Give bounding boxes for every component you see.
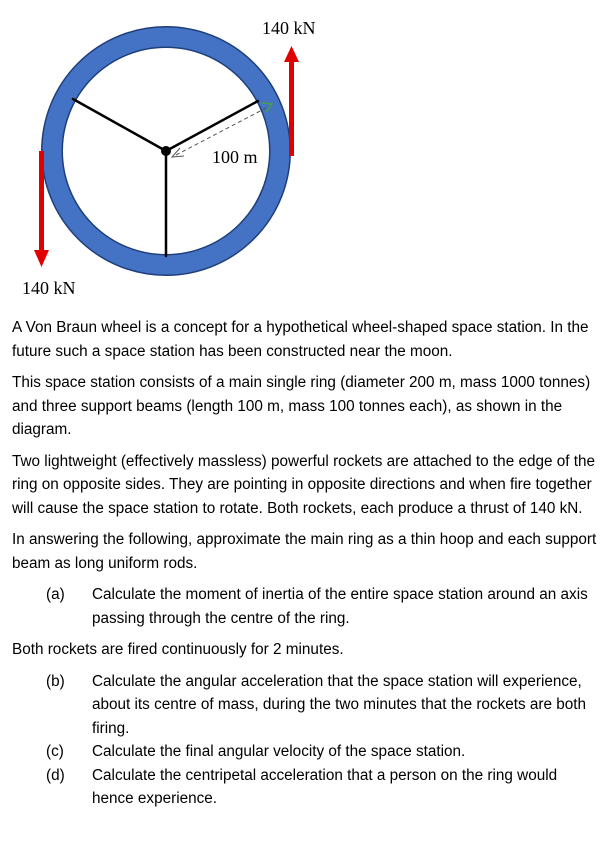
force-top-label: 140 kN [262, 18, 316, 38]
question-c-text: Calculate the final angular velocity of the space station. [92, 743, 466, 760]
beam-left [73, 99, 166, 151]
question-text [12, 316, 602, 819]
rockets-paragraph: Two lightweight (effectively massless) powerful rockets are attached to the edge of the ring on opposite sides. They are pointing in opposite directions and when fire together will cause the space station to rotate. Both rockets, each produce a thrust of 140 kN. [12, 452, 595, 517]
centre-hub [161, 146, 171, 156]
question-d-text: Calculate the centripetal acceleration that a person on the ring would hence experience. [92, 766, 558, 807]
intro-paragraph: A Von Braun wheel is a concept for a hypothetical wheel-shaped space station. In the future such a space station has been constructed near the moon. [12, 319, 589, 360]
force-bottom-label: 140 kN [22, 278, 76, 298]
question-b [46, 670, 602, 741]
question-a-label: (a) [46, 586, 65, 603]
question-b-label: (b) [46, 672, 65, 690]
beam-right [166, 101, 258, 151]
question-d [46, 764, 602, 811]
question-c-label: (c) [46, 743, 64, 760]
question-d-label: (d) [46, 766, 65, 784]
approximation-paragraph: In answering the following, approximate the main ring as a thin hoop and each support beam as long uniform rods. [12, 531, 597, 572]
question-a-text: Calculate the moment of inertia of the entire space station around an axis passing through the centre of the ring. [92, 586, 588, 627]
question-b-text: Calculate the angular acceleration that the space station will experience, about its centre of mass, during the two minutes that the rockets are both firing. [92, 672, 587, 737]
firing-paragraph: Both rockets are fired continuously for 2 minutes. [12, 641, 344, 658]
question-a [46, 583, 602, 630]
structure-paragraph: This space station consists of a main single ring (diameter 200 m, mass 1000 tonnes) and three support beams (length 100 m, mass 100 tonnes each), as shown in the diagram. [12, 374, 591, 438]
radius-label: 100 m [212, 147, 258, 167]
question-c [46, 740, 602, 764]
space-station-diagram [0, 0, 611, 310]
